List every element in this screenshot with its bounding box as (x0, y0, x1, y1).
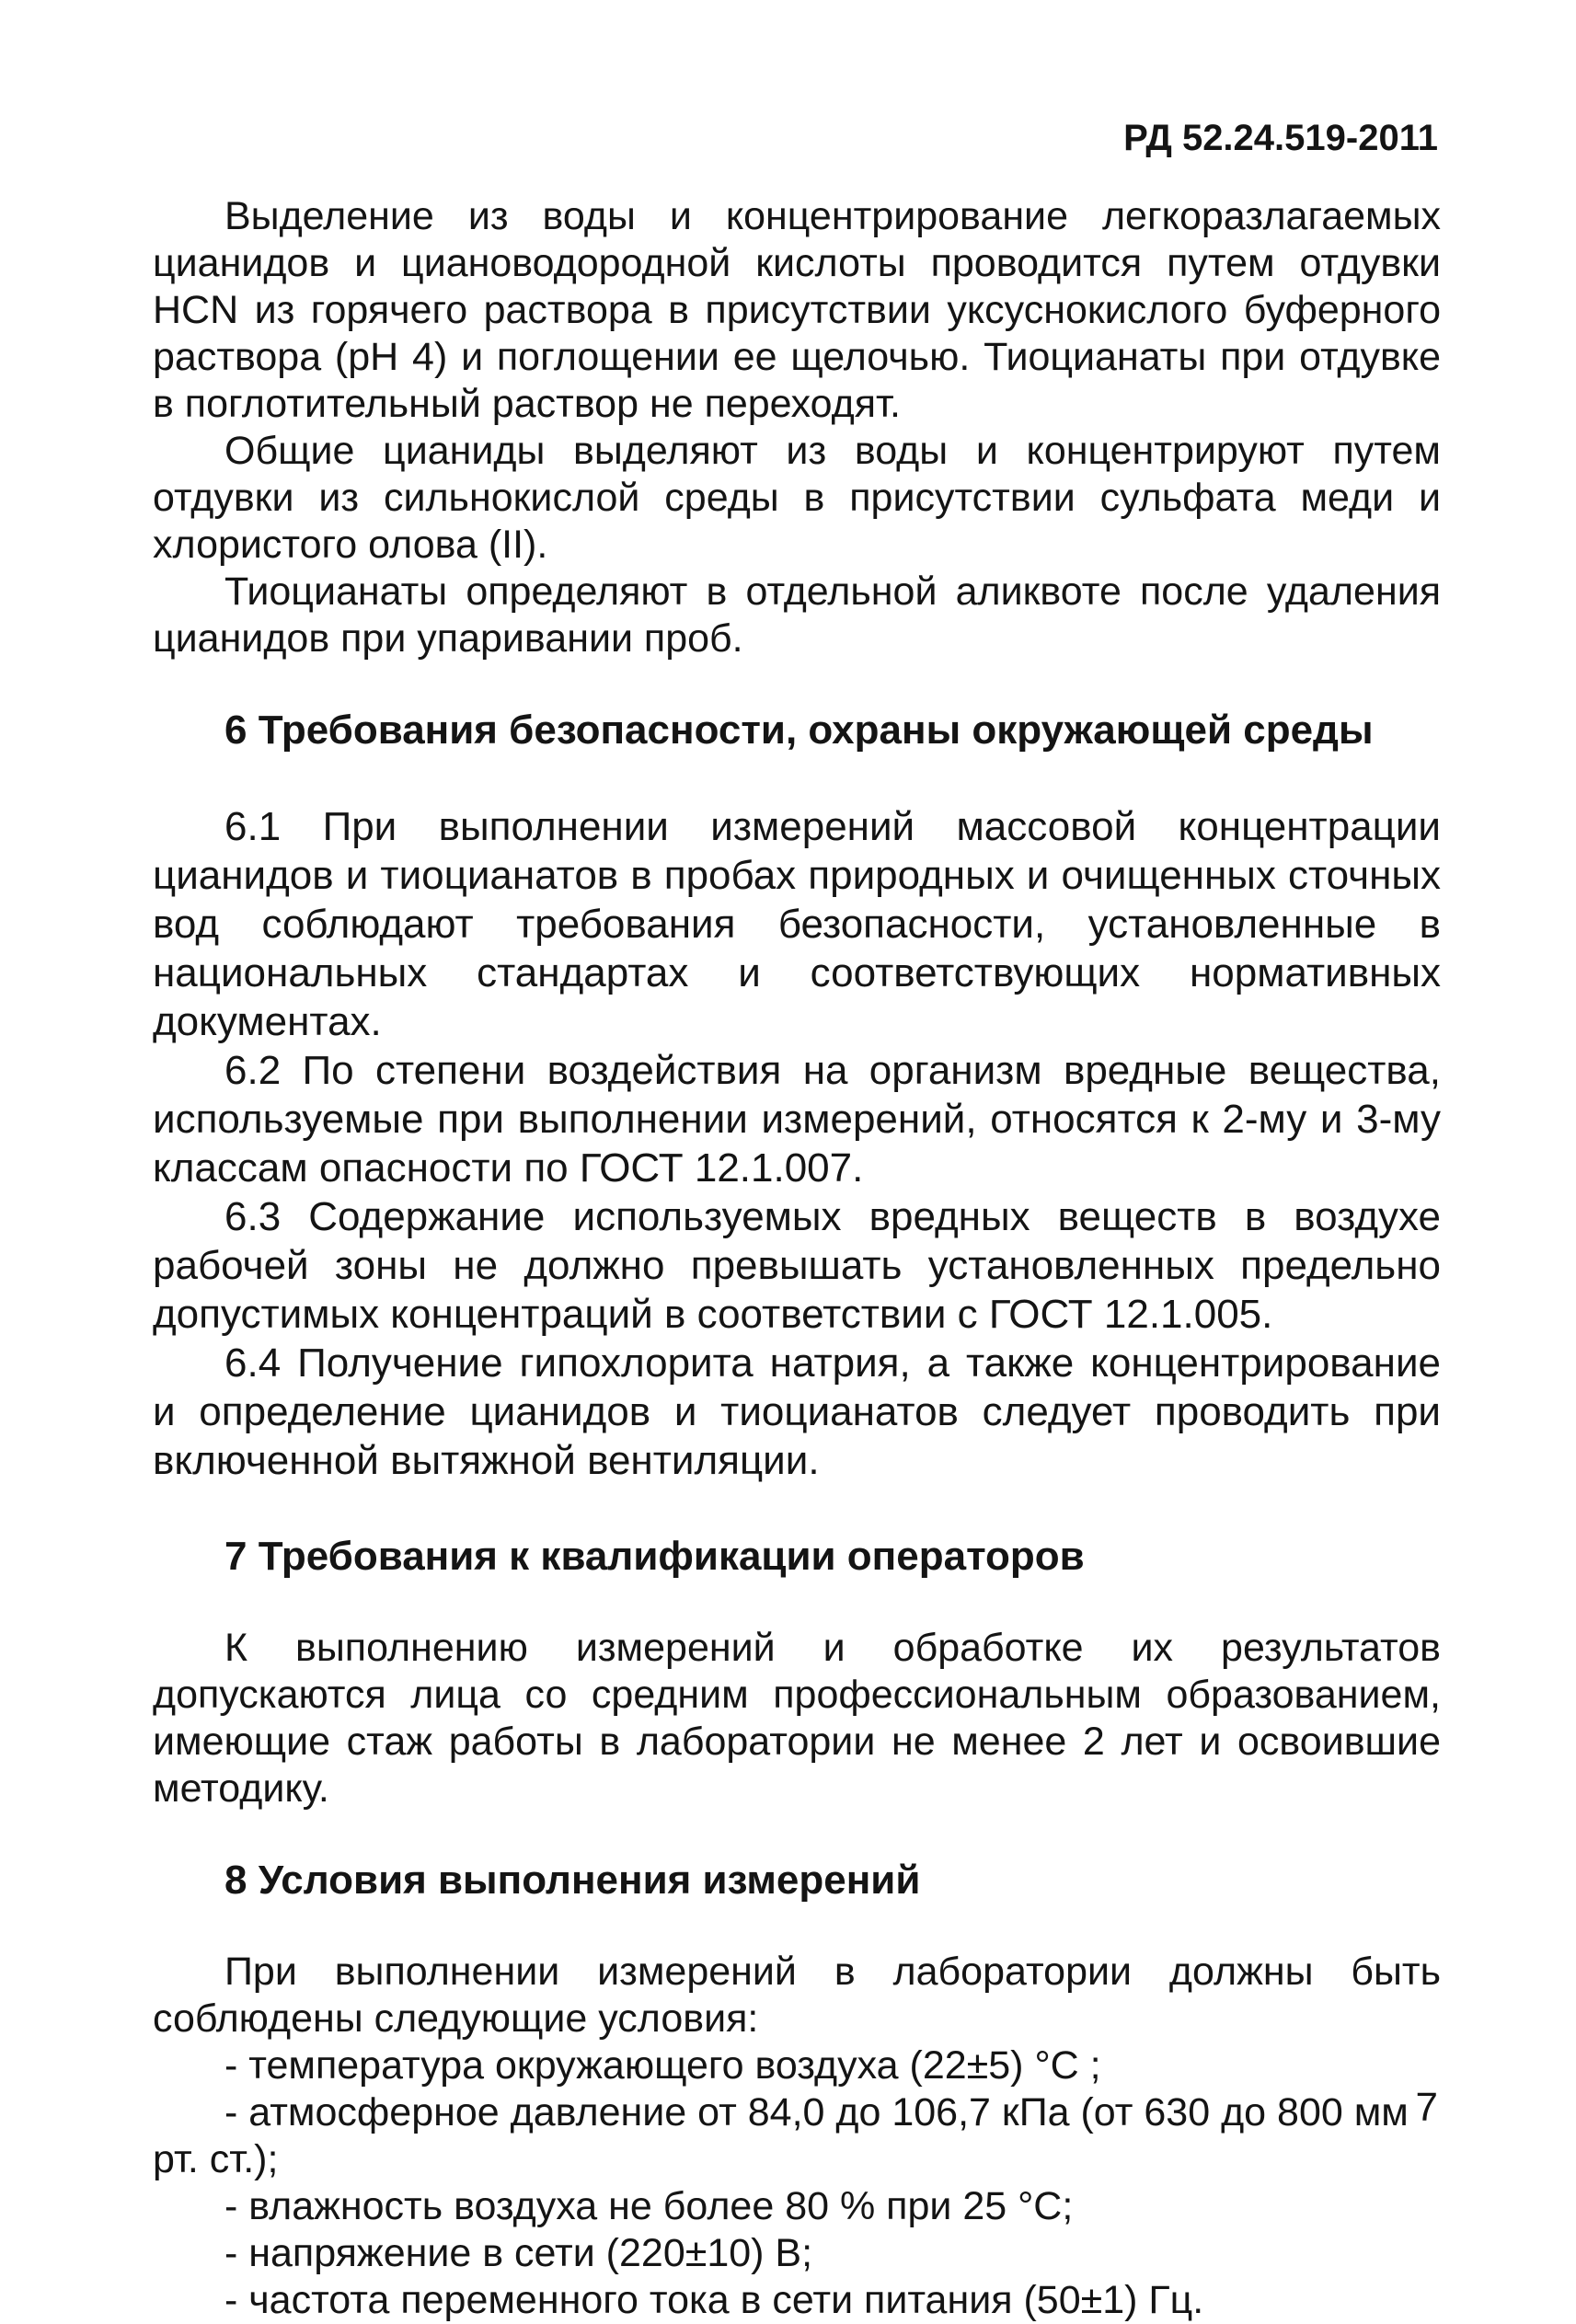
intro-paragraph-2: Общие цианиды выделяют из воды и концентрируют путем отдувки из сильнокислой среды в присутствии сульфата меди и хлористого олова (II). (153, 429, 1441, 567)
condition-item: - температура окружающего воздуха (22±5) °C ; (224, 2043, 1101, 2088)
section-7-heading: 7 Требования к квалификации операторов (224, 1534, 1085, 1579)
intro-paragraph-3: Тиоцианаты определяют в отдельной аликвоте после удаления цианидов при упаривании проб. (153, 569, 1441, 661)
page-number: 7 (1415, 2085, 1438, 2130)
section-8-heading: 8 Условия выполнения измерений (224, 1858, 921, 1903)
section-6-paragraph-1: 6.1 При выполнении измерений массовой концентрации цианидов и тиоцианатов в пробах природных и очищенных сточных вод соблюдают требования безопасности, установленные в национальных стандартах и соответствующих нормативных документах. (153, 804, 1441, 1044)
section-6-body (153, 802, 1441, 1485)
document-code: РД 52.24.519-2011 (1123, 118, 1438, 158)
intro-paragraph-1: Выделение из воды и концентрирование легкоразлагаемых цианидов и циановодородной кислоты проводится путем отдувки HCN из горячего раствора в присутствии уксуснокислого буферного раствора (pH 4) и поглощении ее щелочью. Тиоцианаты при отдувке в поглотительный раствор не переходят. (153, 194, 1441, 426)
page-content (153, 193, 1441, 2324)
section-6-paragraph-2: 6.2 По степени воздействия на организм вредные вещества, используемые при выполнении измерений, относятся к 2-му и 3-му классам опасности по ГОСТ 12.1.007. (153, 1048, 1441, 1191)
condition-item: - напряжение в сети (220±10) В; (224, 2231, 813, 2275)
condition-item: - атмосферное давление от 84,0 до 106,7 кПа (от 630 до 800 мм рт. ст.); (153, 2090, 1409, 2181)
section-6-paragraph-4: 6.4 Получение гипохлорита натрия, а также концентрирование и определение цианидов и тиоцианатов следует проводить при включенной вытяжной вентиляции. (153, 1340, 1441, 1483)
condition-item: - частота переменного тока в сети питания (50±1) Гц. (224, 2278, 1204, 2322)
section-7-paragraph-1: К выполнению измерений и обработке их результатов допускаются лица со средним профессиональным образованием, имеющие стаж работы в лаборатории не менее 2 лет и освоившие методику. (153, 1626, 1441, 1811)
section-6-heading: 6 Требования безопасности, охраны окружающей среды (224, 708, 1374, 753)
section-8-paragraph-1: При выполнении измерений в лаборатории должны быть соблюдены следующие условия: (153, 1950, 1441, 2041)
section-8-body (153, 1949, 1441, 2324)
section-6-paragraph-3: 6.3 Содержание используемых вредных веществ в воздухе рабочей зоны не должно превышать установленных предельно допустимых концентраций в соответствии с ГОСТ 12.1.005. (153, 1194, 1441, 1337)
condition-item: - влажность воздуха не более 80 % при 25 °C; (224, 2184, 1074, 2228)
